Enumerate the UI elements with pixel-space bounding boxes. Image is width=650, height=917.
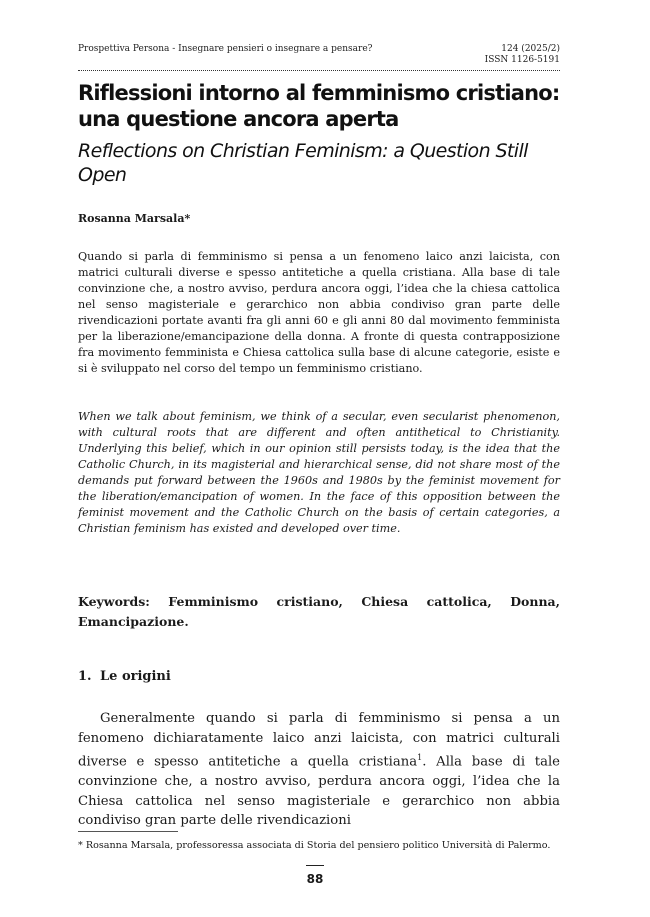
- header-divider: [78, 70, 560, 71]
- body-text-part-1: Generalmente quando si parla di femminismo si pensa a un fenomeno dichiaratamente laico anzi laicista, con matrici culturali diverse e spesso antitetiche a quella cristiana: [78, 711, 560, 770]
- article-title-english: Reflections on Christian Feminism: a Question Still Open: [78, 140, 528, 186]
- abstract-english: When we talk about feminism, we think of a secular, even secularist phenomenon, with cultural roots that are different and often antithetical to Christianity. Underlying this belief, which in our opinion still persists today, is the idea that the Catholic Church, in its magisterial and hierarchical sense, did not share most of the demands put forward between the 1960s and 1980s by the feminist movement for the liberation/emancipation of women. In the face of this opposition between the feminist movement and the Catholic Church on the basis of certain categories, a Christian feminism has existed and developed over time.: [78, 410, 560, 535]
- abstract-italian: Quando si parla di femminismo si pensa a un fenomeno laico anzi laicista, con matrici culturali diverse e spesso antitetiche a quella cristiana. Alla base di tale convinzione che, a nostro avviso, perdura ancora oggi, l’idea che la chiesa cattolica nel senso magisteriale e gerarchico non abbia condiviso gran parte delle rivendicazioni portate avanti fra gli anni 60 e gli anni 80 dal movimento femminista per la liberazione/emancipazione della donna. A fronte di questa contrapposizione fra movimento femminista e Chiesa cattolica sulla base di alcune categorie, esiste e si è sviluppato nel corso del tempo un femminismo cristiano.: [78, 250, 560, 375]
- body-paragraph: [78, 709, 560, 831]
- footnote-reference[interactable]: 1: [417, 753, 423, 763]
- keywords: Keywords: Femminismo cristiano, Chiesa cattolica, Donna, Emancipazione.: [78, 594, 560, 629]
- author-name: Rosanna Marsala*: [78, 212, 191, 225]
- section-title: Le origini: [100, 669, 171, 684]
- issn: ISSN 1126-5191: [484, 55, 560, 65]
- page-number-rule: [306, 865, 324, 866]
- issue-number: 124 (2025/2): [501, 44, 560, 54]
- footnote-divider: [78, 831, 178, 832]
- body-text-part-2: . Alla base di tale convinzione che, a nostro avviso, perdura ancora oggi, l’idea che la Chiesa cattolica nel senso magisteriale e gerarchico non abbia condiviso gran parte delle rivendicazioni: [78, 754, 560, 829]
- page-number: 88: [306, 872, 324, 886]
- journal-title: Prospettiva Persona - Insegnare pensieri o insegnare a pensare?: [78, 44, 373, 54]
- footnote: * Rosanna Marsala, professoressa associata di Storia del pensiero politico Università di Palermo.: [78, 840, 551, 851]
- section-heading: [78, 669, 171, 684]
- article-title-italian: Riflessioni intorno al femminismo cristiano: una questione ancora aperta: [78, 81, 560, 131]
- issue-info: [485, 44, 560, 66]
- section-number: 1.: [78, 669, 92, 684]
